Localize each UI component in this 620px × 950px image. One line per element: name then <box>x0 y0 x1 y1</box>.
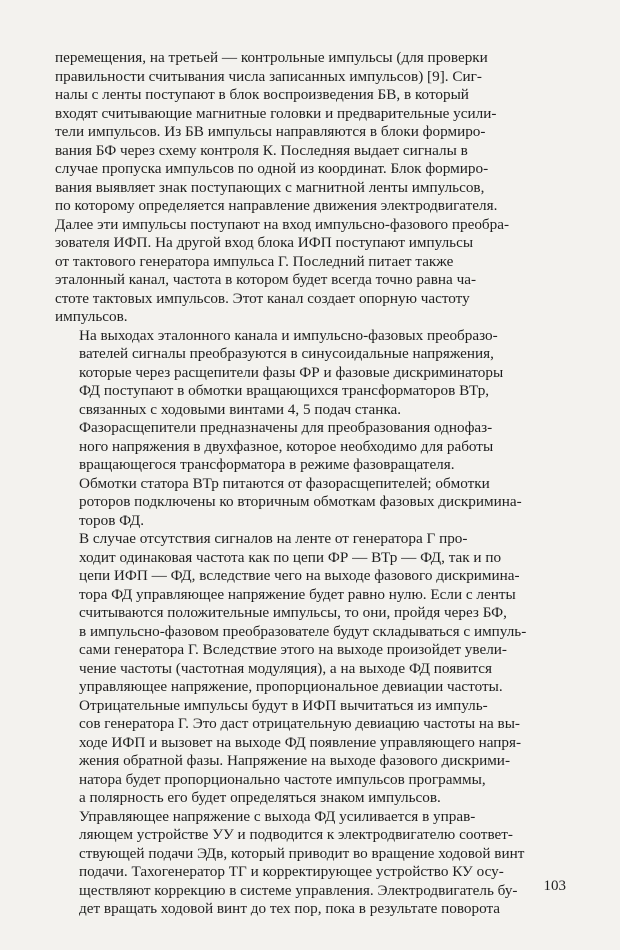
text-line: ходе ИФП и вызовет на выходе ФД появление управляющего напря- <box>79 733 522 751</box>
text-line: управляющее напряжение, пропорциональное девиации частоты. <box>79 678 503 695</box>
text-line: цепи ИФП — ФД, вследствие чего на выходе фазового дискримина- <box>79 567 520 584</box>
text-line: считываются положительные импульсы, то они, пройдя через БФ, <box>79 604 507 621</box>
text-line: сами генератора Г. Вследствие этого на выходе произойдет увели- <box>79 641 507 658</box>
text-line: вращающегося трансформатора в режиме фазовращателя. <box>79 456 455 473</box>
text-line: ного напряжения в двухфазное, которое необходимо для работы <box>79 437 494 455</box>
text-line: по которому определяется направление движения электродвигателя. <box>55 197 498 214</box>
text-line: вания БФ через схему контроля К. Последняя выдает сигналы в <box>55 141 468 159</box>
page-number: 103 <box>543 878 566 894</box>
text-line: ствующей подачи ЭДв, который приводит во вращение ходовой винт <box>79 844 525 862</box>
text-line: правильности считывания числа записанных импульсов) [9]. Сиг- <box>55 67 482 85</box>
text-line: сов генератора Г. Это даст отрицательную девиацию частоты на вы- <box>79 715 520 732</box>
text-line: На выходах эталонного канала и импульсно-фазовых преобразо- <box>79 326 498 344</box>
text-line: натора будет пропорционально частоте импульсов программы, <box>79 770 486 788</box>
text-line: Обмотки статора ВТр питаются от фазорасщепителей; обмотки <box>79 474 490 492</box>
text-line: импульсов. <box>55 308 128 325</box>
text-line: вания выявляет знак поступающих с магнитной ленты импульсов, <box>55 178 485 196</box>
text-line: ляющем устройстве УУ и подводится к электродвигателю соответ- <box>79 826 513 843</box>
text-line: вателей сигналы преобразуются в синусоидальные напряжения, <box>79 345 494 362</box>
text-line: чение частоты (частотная модуляция), а на выходе ФД появится <box>79 659 493 677</box>
text-line: В случае отсутствия сигналов на ленте от генератора Г про- <box>79 530 468 547</box>
paragraph <box>55 49 568 327</box>
text-line: дет вращать ходовой винт до тех пор, пока в результате поворота <box>79 900 501 917</box>
paragraph <box>55 327 568 420</box>
text-line: от тактового генератора импульса Г. Последний питает также <box>55 252 454 270</box>
paragraph <box>55 475 568 531</box>
text-line: Отрицательные импульсы будут в ИФП вычитаться из импуль- <box>79 696 488 714</box>
text-line: зователя ИФП. На другой вход блока ИФП поступают импульсы <box>55 234 474 251</box>
text-line: тели импульсов. Из БВ импульсы направляются в блоки формиро- <box>55 123 486 140</box>
text-line: роторов подключены ко вторичным обмоткам фазовых дискримина- <box>79 493 522 510</box>
text-line: ФД поступают в обмотки вращающихся трансформаторов ВТр, <box>79 382 490 399</box>
text-line: а полярность его будет определяться знаком импульсов. <box>79 789 441 806</box>
text-line: перемещения, на третьей — контрольные импульсы (для проверки <box>55 49 488 66</box>
paragraph <box>55 697 568 808</box>
text-line: эталонный канал, частота в котором будет всегда точно равна ча- <box>55 271 477 288</box>
text-line: в импульсно-фазовом преобразователе будут складываться с импуль- <box>79 622 527 640</box>
text-line: Управляющее напряжение с выхода ФД усиливается в управ- <box>79 807 476 825</box>
paragraph <box>55 419 568 475</box>
text-line: жения обратной фазы. Напряжение на выходе фазового дискрими- <box>79 752 510 769</box>
paragraph <box>55 530 568 697</box>
paragraph <box>55 808 568 919</box>
text-line: стоте тактовых импульсов. Этот канал создает опорную частоту <box>55 289 470 307</box>
text-line: Далее эти импульсы поступают на вход импульсно-фазового преобра- <box>55 215 510 233</box>
page-body <box>55 49 568 919</box>
text-line: ществляют коррекцию в системе управления. Электродвигатель бу- <box>79 881 518 899</box>
text-line: входят считывающие магнитные головки и предварительные усили- <box>55 104 497 122</box>
text-line: налы с ленты поступают в блок воспроизведения БВ, в который <box>55 86 469 103</box>
text-line: ходит одинаковая частота как по цепи ФР — ВТр — ФД, так и по <box>79 548 502 566</box>
text-line: Фазорасщепители предназначены для преобразования однофаз- <box>79 419 493 436</box>
text-line: торов ФД. <box>79 511 145 529</box>
text-line: которые через расщепители фазы ФР и фазовые дискриминаторы <box>79 363 504 381</box>
text-line: тора ФД управляющее напряжение будет равно нулю. Если с ленты <box>79 585 516 603</box>
text-line: связанных с ходовыми винтами 4, 5 подач станка. <box>79 400 402 418</box>
text-line: случае пропуска импульсов по одной из координат. Блок формиро- <box>55 160 489 177</box>
text-line: подачи. Тахогенератор ТГ и корректирующее устройство КУ осу- <box>79 863 504 880</box>
